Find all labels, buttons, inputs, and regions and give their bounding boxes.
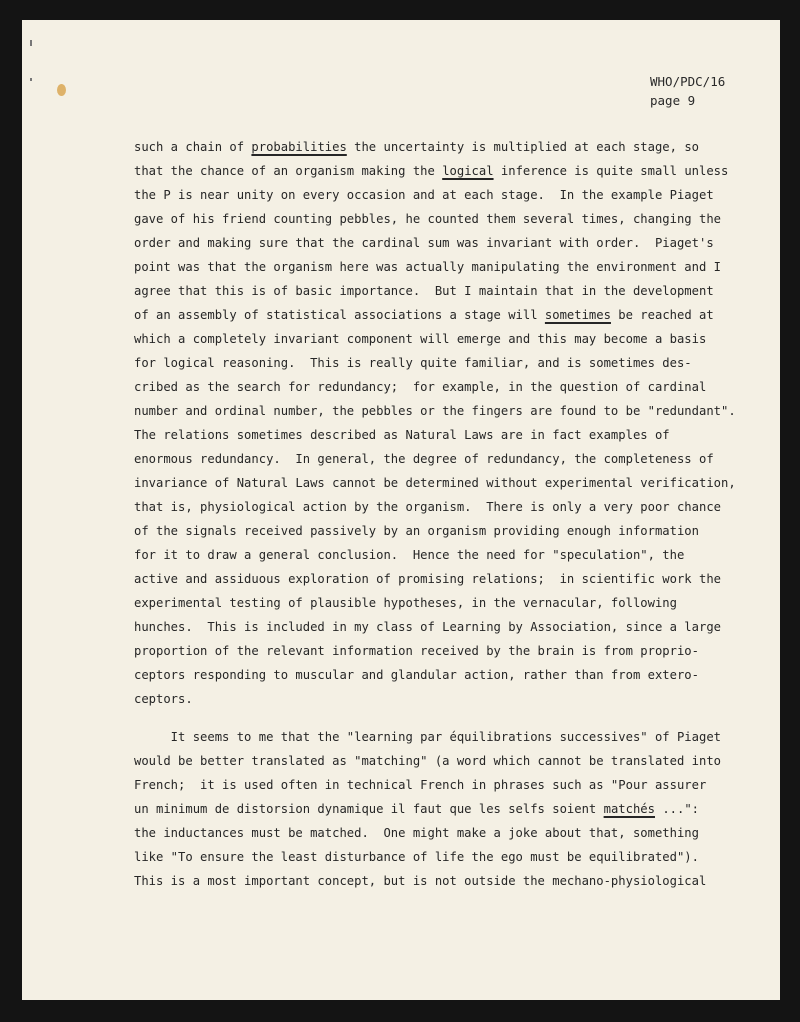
text-line: would be better translated as "matching" (a word which cannot be translated into	[134, 754, 721, 768]
text-line: for it to draw a general conclusion. Hence the need for "speculation", the	[134, 548, 685, 562]
text-line: enormous redundancy. In general, the degree of redundancy, the completeness of	[134, 452, 714, 466]
text-line: French; it is used often in technical French in phrases such as "Pour assurer	[134, 778, 707, 792]
text-line: It seems to me that the "learning par équilibrations successives" of Piaget	[134, 730, 721, 744]
stain-mark	[57, 84, 66, 96]
text-line: This is a most important concept, but is not outside the mechano-physiological	[134, 874, 707, 888]
text-segment: of an assembly of statistical associations a stage will	[134, 308, 545, 322]
margin-mark	[30, 78, 32, 81]
body-text	[134, 135, 774, 893]
paragraph-1	[134, 135, 774, 711]
text-line: ceptors.	[134, 692, 193, 706]
text-line: ceptors responding to muscular and glandular action, rather than from extero-	[134, 668, 699, 682]
document-page	[22, 20, 780, 1000]
text-line: invariance of Natural Laws cannot be determined without experimental verification,	[134, 476, 736, 490]
text-line: like "To ensure the least disturbance of life the ego must be equilibrated").	[134, 850, 699, 864]
text-line: number and ordinal number, the pebbles or the fingers are found to be "redundant".	[134, 404, 736, 418]
text-segment: be reached at	[610, 308, 714, 322]
text-segment: ...":	[654, 802, 700, 816]
document-code: WHO/PDC/16	[650, 74, 726, 89]
underlined-word: matchés	[603, 802, 655, 816]
text-segment: that the chance of an organism making the	[134, 164, 443, 178]
text-line: point was that the organism here was actually manipulating the environment and I	[134, 260, 721, 274]
text-segment: such a chain of	[134, 140, 252, 154]
text-line: of the signals received passively by an organism providing enough information	[134, 524, 699, 538]
text-line: gave of his friend counting pebbles, he counted them several times, changing the	[134, 212, 721, 226]
text-line	[134, 159, 774, 183]
text-line: proportion of the relevant information received by the brain is from proprio-	[134, 644, 699, 658]
text-line: active and assiduous exploration of promising relations; in scientific work the	[134, 572, 721, 586]
underlined-word: sometimes	[544, 308, 611, 322]
underlined-word: logical	[442, 164, 494, 178]
text-line: hunches. This is included in my class of Learning by Association, since a large	[134, 620, 721, 634]
text-line: agree that this is of basic importance. But I maintain that in the development	[134, 284, 714, 298]
text-line: the P is near unity on every occasion and at each stage. In the example Piaget	[134, 188, 714, 202]
text-line: which a completely invariant component will emerge and this may become a basis	[134, 332, 707, 346]
text-line: experimental testing of plausible hypotheses, in the vernacular, following	[134, 596, 677, 610]
underlined-word: probabilities	[251, 140, 347, 154]
text-segment: the uncertainty is multiplied at each stage, so	[346, 140, 699, 154]
text-line: order and making sure that the cardinal sum was invariant with order. Piaget's	[134, 236, 714, 250]
page-header	[650, 72, 725, 110]
text-line: for logical reasoning. This is really quite familiar, and is sometimes des-	[134, 356, 692, 370]
text-segment: inference is quite small unless	[493, 164, 729, 178]
text-line: the inductances must be matched. One might make a joke about that, something	[134, 826, 699, 840]
text-segment: un minimum de distorsion dynamique il faut que les selfs soient	[134, 802, 604, 816]
text-line	[134, 135, 774, 159]
text-line: The relations sometimes described as Natural Laws are in fact examples of	[134, 428, 670, 442]
text-line: cribed as the search for redundancy; for example, in the question of cardinal	[134, 380, 707, 394]
text-line	[134, 797, 774, 821]
paragraph-2	[134, 725, 774, 893]
page-number: page 9	[650, 93, 696, 108]
text-line	[134, 303, 774, 327]
text-line: that is, physiological action by the organism. There is only a very poor chance	[134, 500, 721, 514]
margin-mark	[30, 40, 32, 46]
